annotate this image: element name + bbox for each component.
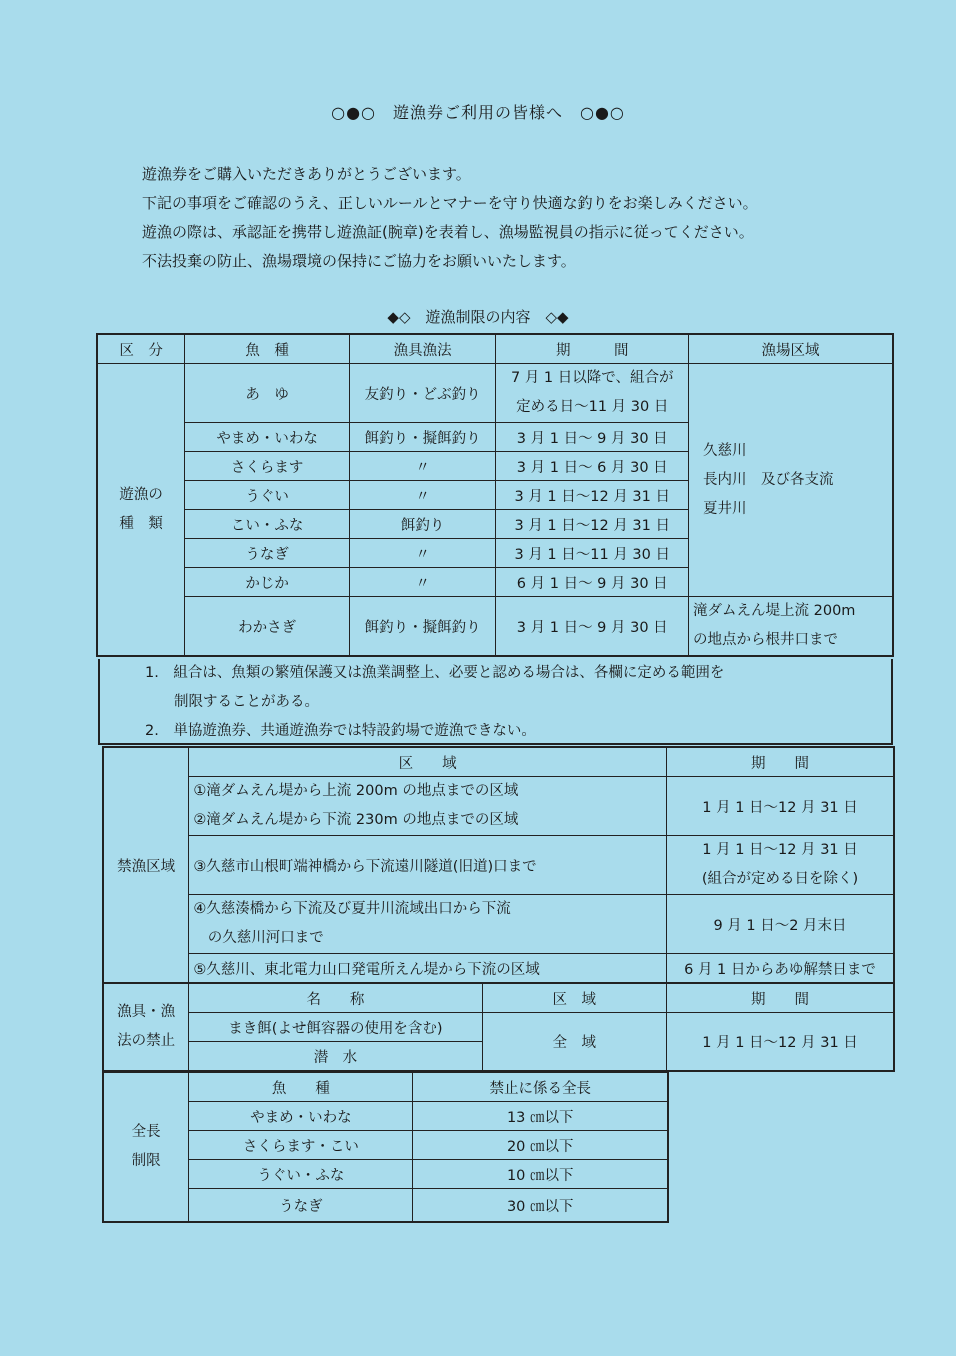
period-cell: 9 月 1 日～2 月末日 xyxy=(667,895,894,954)
category-line: 種 類 xyxy=(119,515,163,532)
name-cell: まき餌(よせ餌容器の使用を含む) xyxy=(189,1013,482,1042)
period-cell: 3 月 1 日～ 9 月 30 日 xyxy=(496,423,689,452)
method-cell: 〃 xyxy=(349,568,496,597)
fish-cell: こい・ふな xyxy=(185,510,350,539)
fish-cell: うぐい・ふな xyxy=(189,1160,413,1189)
period-line: 7 月 1 日以降で、組合が xyxy=(510,370,674,386)
category-cell xyxy=(103,983,189,1071)
length-cell: 10 ㎝以下 xyxy=(413,1160,668,1189)
method-cell: 友釣り・どぶ釣り xyxy=(349,364,496,423)
period-cell: 6 月 1 日からあゆ解禁日まで xyxy=(667,954,894,984)
fish-cell: さくらます・こい xyxy=(189,1131,413,1160)
fish-cell: やまめ・いわな xyxy=(189,1102,413,1131)
area-line: ①滝ダムえん堤から上流 200m の地点までの区域 xyxy=(193,783,519,799)
fish-cell: うぐい xyxy=(185,481,350,510)
intro-text xyxy=(142,160,758,276)
fish-cell: あ ゆ xyxy=(185,364,350,423)
method-cell: 〃 xyxy=(349,452,496,481)
notes xyxy=(98,659,893,745)
period-cell: 3 月 1 日～12 月 31 日 xyxy=(496,481,689,510)
area-line: 夏井川 xyxy=(703,500,747,517)
category-line: 漁具・漁 xyxy=(117,1004,176,1020)
name-cell: 潜 水 xyxy=(189,1042,482,1072)
area-line: の久慈川河口まで xyxy=(193,930,324,946)
header-area: 区 域 xyxy=(189,747,667,777)
category-line: 制限 xyxy=(131,1153,161,1169)
prohibited-gear-table xyxy=(102,982,895,1072)
intro-line: 下記の事項をご確認のうえ、正しいルールとマナーを守り快適な釣りをお楽しみください。 xyxy=(142,194,758,212)
area-cell: ⑤久慈川、東北電力山口発電所えん堤から下流の区域 xyxy=(189,954,667,984)
fish-cell: かじか xyxy=(185,568,350,597)
header-name: 名 称 xyxy=(189,983,482,1013)
period-cell: 3 月 1 日～ 9 月 30 日 xyxy=(496,597,689,657)
page-title: ○●○ 遊漁券ご利用の皆様へ ○●○ xyxy=(331,103,625,122)
area-line: ②滝ダムえん堤から下流 230m の地点までの区域 xyxy=(193,812,519,828)
prohibited-areas-table xyxy=(102,746,895,984)
period-cell xyxy=(496,364,689,423)
category-cell xyxy=(103,1072,189,1222)
area-line: 長内川 及び各支流 xyxy=(703,471,834,488)
area-line: ④久慈湊橋から下流及び夏井川流域出口から下流 xyxy=(193,901,511,917)
note-line: 制限することがある。 xyxy=(145,694,319,710)
header-length: 禁止に係る全長 xyxy=(413,1072,668,1102)
method-cell: 餌釣り・擬餌釣り xyxy=(349,423,496,452)
period-line: 1 月 1 日～12 月 31 日 xyxy=(702,842,858,858)
fish-cell: うなぎ xyxy=(185,539,350,568)
length-cell: 13 ㎝以下 xyxy=(413,1102,668,1131)
fish-cell: さくらます xyxy=(185,452,350,481)
area-line: 久慈川 xyxy=(703,442,747,459)
area-cell: ③久慈市山根町端神橋から下流遠川隧道(旧道)口まで xyxy=(189,836,667,895)
period-cell: 3 月 1 日～11 月 30 日 xyxy=(496,539,689,568)
header-period: 期 間 xyxy=(667,747,894,777)
category-line: 法の禁止 xyxy=(117,1033,176,1049)
fishing-types-table xyxy=(96,333,894,657)
method-cell: 餌釣り xyxy=(349,510,496,539)
header-area: 区 域 xyxy=(482,983,667,1013)
period-cell: 1 月 1 日～12 月 31 日 xyxy=(667,1013,894,1072)
area-cell xyxy=(689,364,893,597)
area-cell: 全 域 xyxy=(482,1013,667,1072)
header-period: 期 間 xyxy=(496,334,689,364)
note-line: 2. 単協遊漁券、共通遊漁券では特設釣場で遊漁できない。 xyxy=(145,723,536,739)
fish-cell: やまめ・いわな xyxy=(185,423,350,452)
category-cell xyxy=(97,364,185,657)
period-cell: 6 月 1 日～ 9 月 30 日 xyxy=(496,568,689,597)
category-cell: 禁漁区域 xyxy=(103,747,189,983)
header-period: 期 間 xyxy=(667,983,894,1013)
length-limit-table xyxy=(102,1071,669,1223)
method-cell: 〃 xyxy=(349,481,496,510)
method-cell: 〃 xyxy=(349,539,496,568)
header-category: 区 分 xyxy=(97,334,185,364)
period-cell xyxy=(667,836,894,895)
header-area: 漁場区域 xyxy=(689,334,893,364)
length-cell: 20 ㎝以下 xyxy=(413,1131,668,1160)
period-cell: 1 月 1 日～12 月 31 日 xyxy=(667,777,894,836)
intro-line: 不法投棄の防止、漁場環境の保持にご協力をお願いいたします。 xyxy=(142,252,576,270)
period-cell: 3 月 1 日～12 月 31 日 xyxy=(496,510,689,539)
area-line: 滝ダムえん堤上流 200m xyxy=(693,603,856,619)
section-title: ◆◇ 遊漁制限の内容 ◇◆ xyxy=(387,308,569,326)
area-cell-last xyxy=(689,597,893,657)
header-fish: 魚 種 xyxy=(185,334,350,364)
period-line: (組合が定める日を除く) xyxy=(701,871,859,887)
area-line: の地点から根井口まで xyxy=(693,632,839,648)
note-line: 1. 組合は、魚類の繁殖保護又は漁業調整上、必要と認める場合は、各欄に定める範囲を xyxy=(145,665,725,681)
period-line: 定める日～11 月 30 日 xyxy=(516,399,669,415)
area-cell xyxy=(189,777,667,836)
period-cell: 3 月 1 日～ 6 月 30 日 xyxy=(496,452,689,481)
length-cell: 30 ㎝以下 xyxy=(413,1189,668,1223)
intro-line: 遊漁券をご購入いただきありがとうございます。 xyxy=(142,165,471,183)
fish-cell: うなぎ xyxy=(189,1189,413,1223)
header-method: 漁具漁法 xyxy=(349,334,496,364)
header-fish: 魚 種 xyxy=(189,1072,413,1102)
intro-line: 遊漁の際は、承認証を携帯し遊漁証(腕章)を表着し、漁場監視員の指示に従ってください。 xyxy=(142,223,754,241)
category-line: 遊漁の xyxy=(119,486,163,503)
fish-cell: わかさぎ xyxy=(185,597,350,657)
category-line: 全長 xyxy=(131,1124,161,1140)
method-cell: 餌釣り・擬餌釣り xyxy=(349,597,496,657)
area-cell xyxy=(189,895,667,954)
